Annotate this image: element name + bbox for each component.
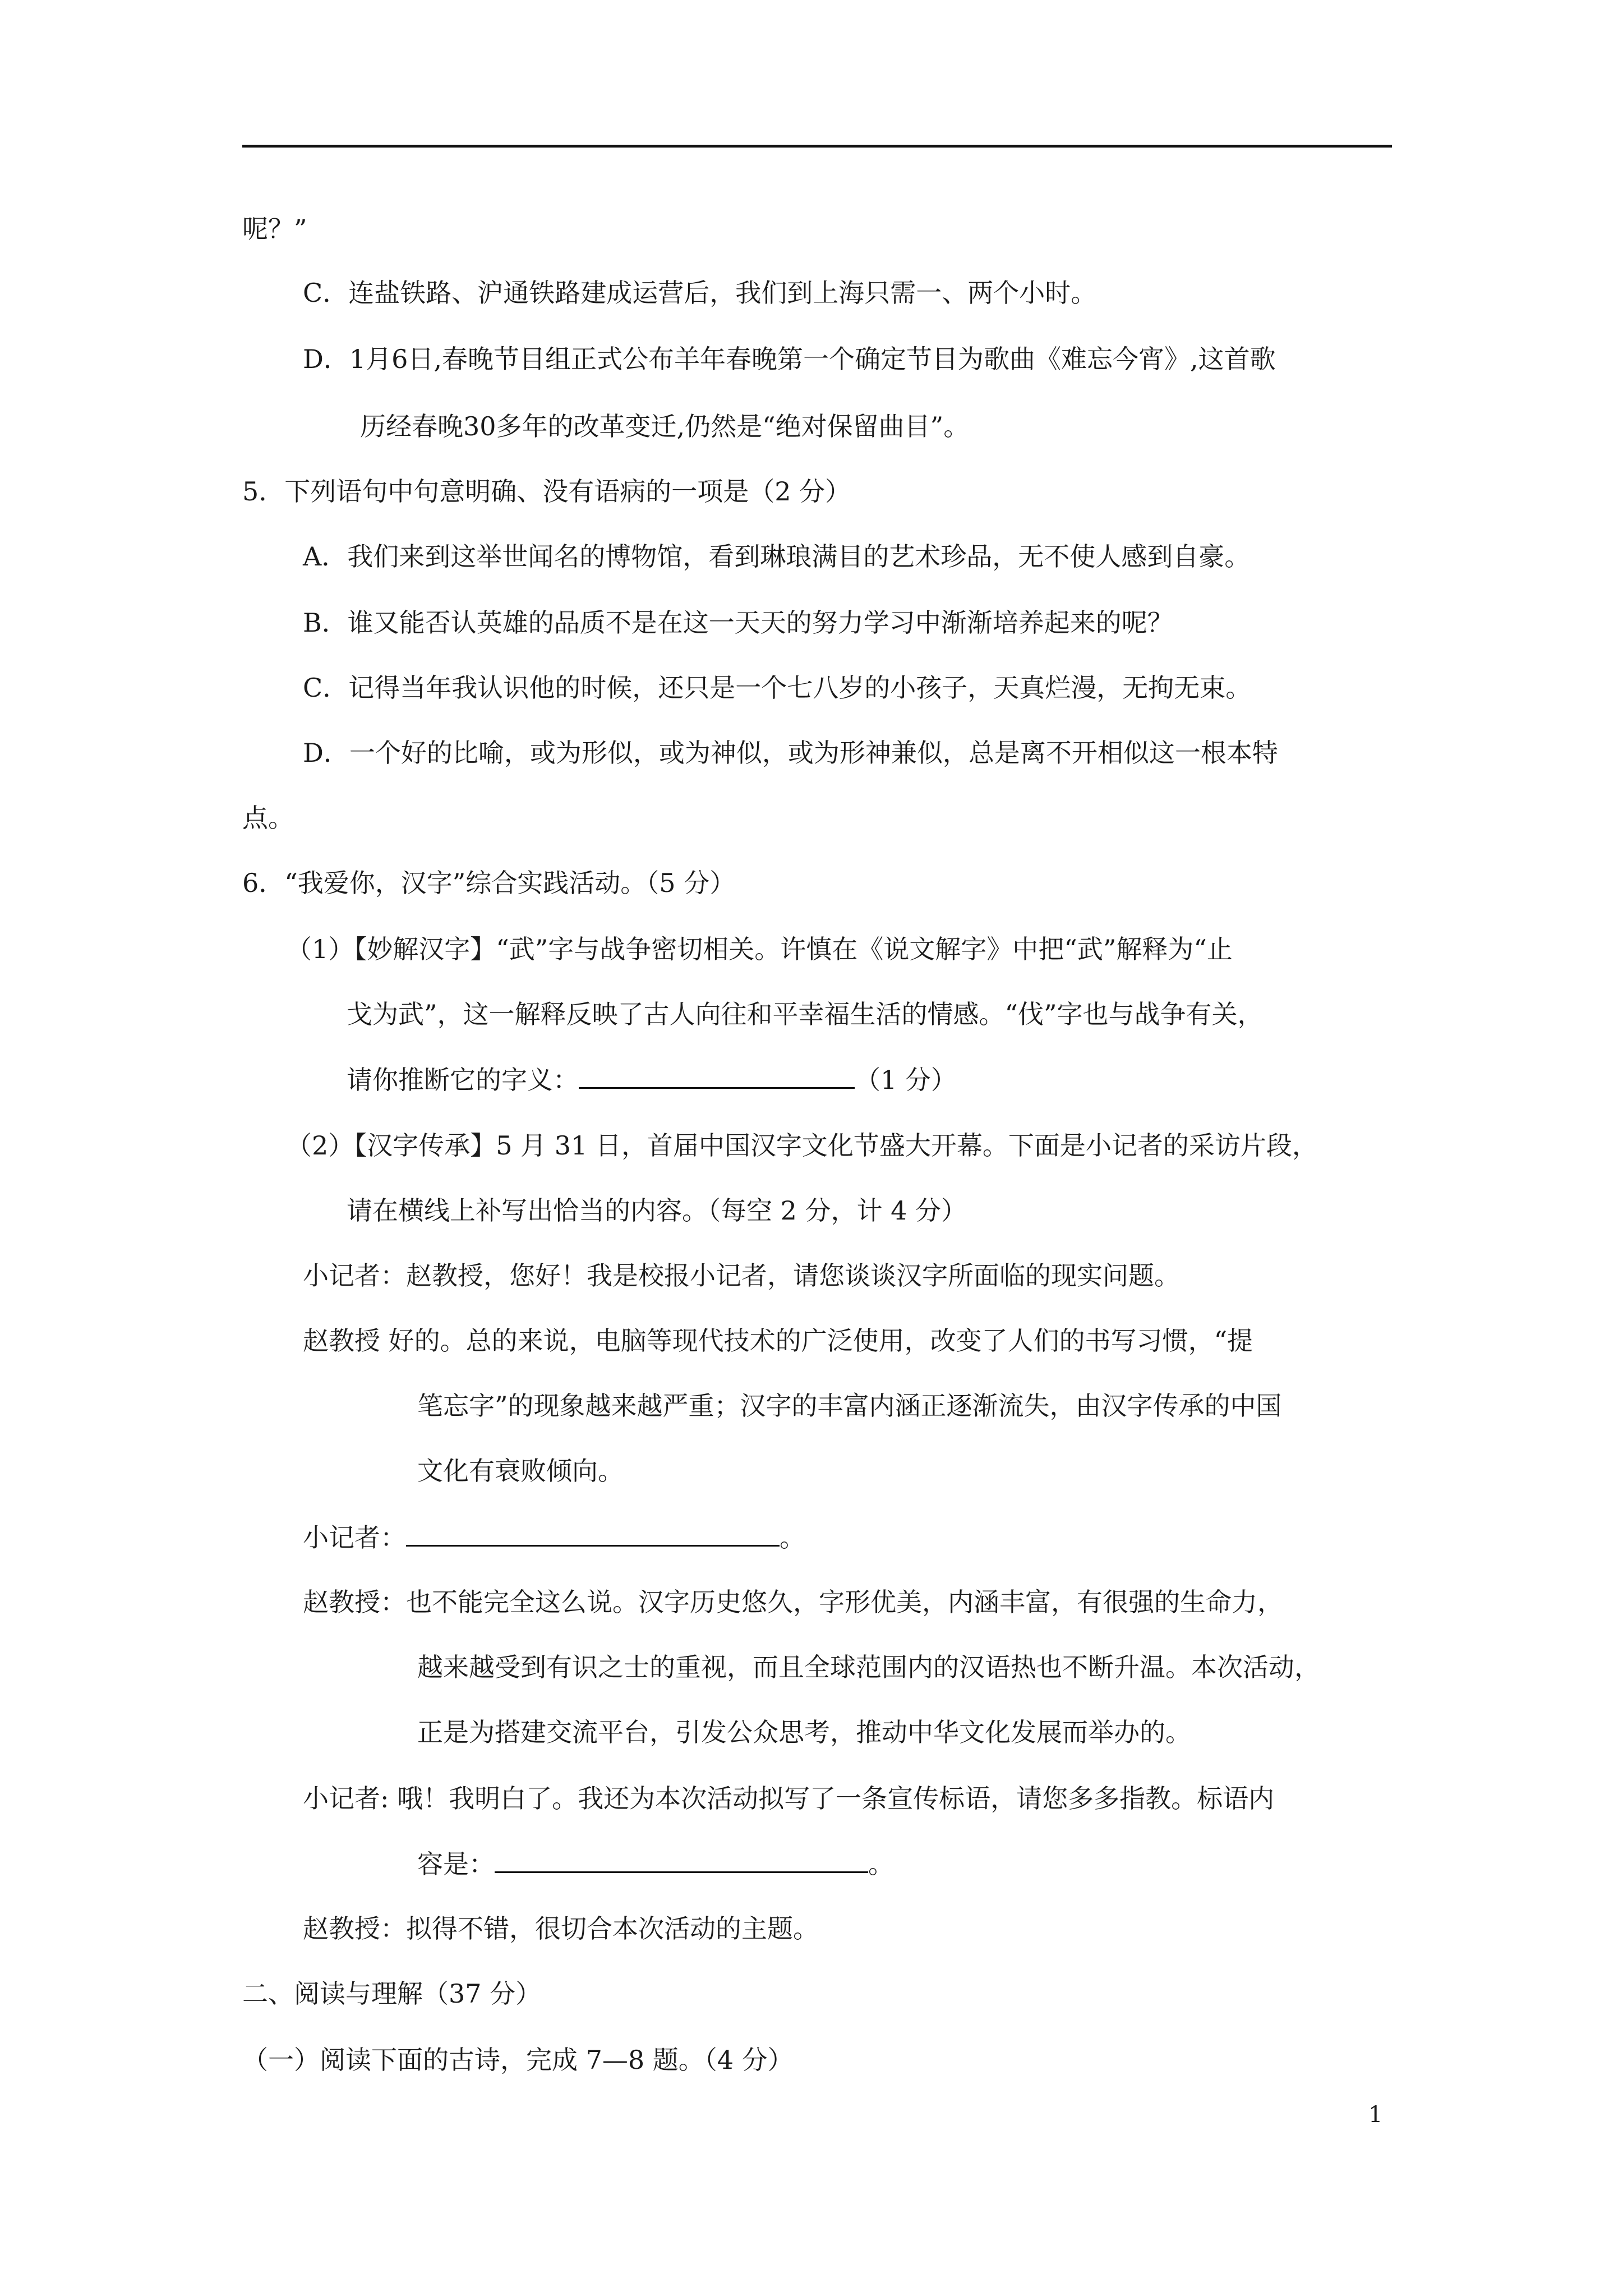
- question-5-option-a: A．我们来到这举世闻名的博物馆，看到琳琅满目的艺术珍品，无不使人感到自豪。: [303, 541, 1251, 572]
- question-6-part-2: （2）【汉字传承】5 月 31 日，首届中国汉字文化节盛大开幕。下面是小记者的采访片段，: [286, 1130, 1318, 1161]
- option-c-line: C．连盐铁路、沪通铁路建成运营后，我们到上海只需一、两个小时。: [303, 278, 1097, 308]
- question-5-option-d-continuation: 点。: [242, 803, 294, 833]
- header-rule: [242, 145, 1392, 148]
- score-note: （1 分）: [855, 1065, 957, 1095]
- dialogue-reporter-3: 小记者: 哦！我明白了。我还为本次活动拟写了一条宣传标语，请您多多指教。标语内: [303, 1783, 1275, 1814]
- punctuation: 。: [868, 1849, 894, 1879]
- answer-blank-slogan[interactable]: [495, 1847, 868, 1873]
- question-5-title: 5．下列语句中句意明确、没有语病的一项是（2 分）: [242, 476, 851, 507]
- speaker-label: 小记者：: [303, 1522, 406, 1553]
- dialogue-reporter-2: [303, 1520, 805, 1554]
- question-5-option-c: C．记得当年我认识他的时候，还只是一个七八岁的小孩子，天真烂漫，无拘无束。: [303, 673, 1252, 703]
- dialogue-professor-3: 赵教授：拟得不错，很切合本次活动的主题。: [303, 1913, 819, 1944]
- text-line: 呢？”: [242, 214, 307, 244]
- page-number: 1: [1368, 2102, 1383, 2128]
- dialogue-reporter-1: 小记者：赵教授，您好！我是校报小记者，请您谈谈汉字所面临的现实问题。: [303, 1260, 1180, 1291]
- question-6-part-1-prompt: [347, 1062, 957, 1097]
- dialogue-professor-2-end: 正是为搭建交流平台，引发公众思考，推动中华文化发展而举办的。: [417, 1717, 1191, 1747]
- dialogue-professor-1-continuation: 笔忘字”的现象越来越严重；汉字的丰富内涵正逐渐流失，由汉字传承的中国: [417, 1391, 1282, 1421]
- question-6-part-1: （1）【妙解汉字】“武”字与战争密切相关。许慎在《说文解字》中把“武”解释为“止: [286, 934, 1233, 964]
- punctuation: 。: [780, 1522, 805, 1553]
- option-d-continuation: 历经春晚30多年的改革变迁,仍然是“绝对保留曲目”。: [360, 411, 970, 441]
- section-2-part-1-title: （一）阅读下面的古诗，完成 7—8 题。（4 分）: [242, 2045, 794, 2075]
- option-d-line: D．1月6日,春晚节目组正式公布羊年春晚第一个确定节目为歌曲《难忘今宵》,这首歌: [303, 344, 1276, 374]
- question-6-part-2-continuation: 请在横线上补写出恰当的内容。（每空 2 分，计 4 分）: [347, 1195, 967, 1226]
- dialogue-reporter-3-continuation: [417, 1847, 894, 1881]
- question-6-title: 6．“我爱你，汉字”综合实践活动。（5 分）: [242, 868, 736, 898]
- slogan-label: 容是：: [417, 1849, 495, 1879]
- dialogue-professor-2: 赵教授：也不能完全这么说。汉字历史悠久，字形优美，内涵丰富，有很强的生命力，: [303, 1587, 1283, 1617]
- dialogue-professor-1: 赵教授 好的。总的来说，电脑等现代技术的广泛使用，改变了人们的书写习惯，“提: [303, 1326, 1253, 1356]
- answer-blank-question[interactable]: [406, 1520, 780, 1547]
- question-6-part-1-continuation: 戈为武”，这一解释反映了古人向往和平幸福生活的情感。“伐”字也与战争有关，: [347, 999, 1264, 1029]
- answer-blank-meaning[interactable]: [579, 1062, 855, 1089]
- dialogue-professor-1-end: 文化有衰败倾向。: [417, 1456, 624, 1486]
- dialogue-professor-2-continuation: 越来越受到有识之士的重视，而且全球范围内的汉语热也不断升温。本次活动，: [417, 1652, 1320, 1682]
- section-2-title: 二、阅读与理解（37 分）: [242, 1978, 542, 2009]
- question-5-option-d: D．一个好的比喻，或为形似，或为神似，或为形神兼似，总是离不开相似这一根本特: [303, 738, 1278, 768]
- question-5-option-b: B．谁又能否认英雄的品质不是在这一天天的努力学习中渐渐培养起来的呢？: [303, 608, 1173, 638]
- prompt-text: 请你推断它的字义：: [347, 1065, 579, 1095]
